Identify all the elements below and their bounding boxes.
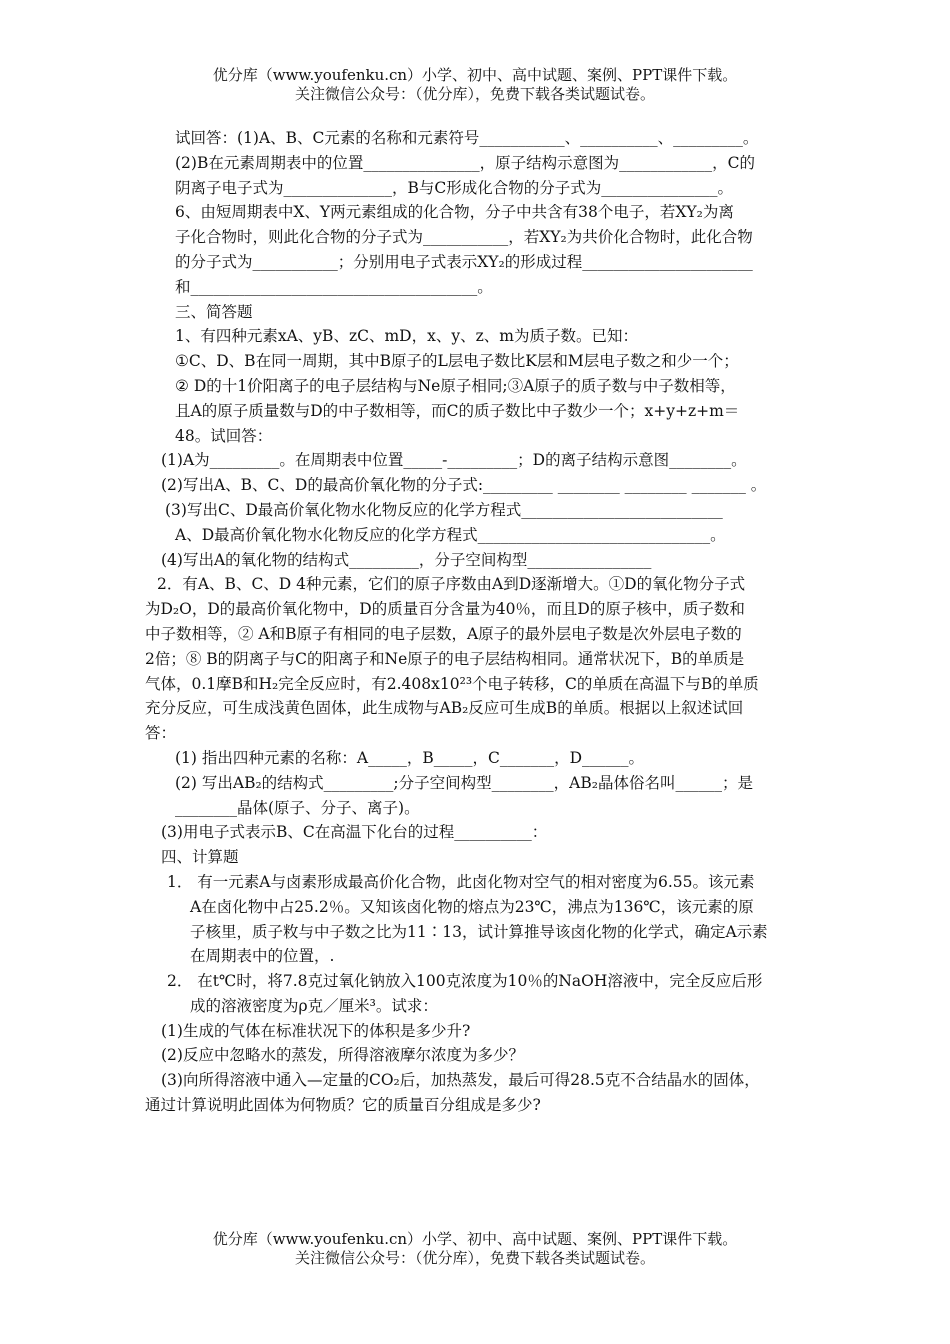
text-line: 1、有四种元素xA、yB、zC、mD，x、y、z、m为质子数。已知： [175,327,638,346]
text-line: A、D最高价氧化物水化物反应的化学方程式______________________________。 [175,525,726,544]
header-line-2: 关注微信公众号：（优分库），免费下载各类试题试卷。 [294,85,655,103]
text-line: 通过计算说明此固体为何物质？它的质量百分组成是多少? [145,1096,541,1115]
text-line: 充分反应，可生成浅黄色固体，此生成物与AB₂反应可生成B的单质。根据以上叙述试回 [145,699,744,718]
text-line: (2)写出A、B、C、D的最高价氧化物的分子式:_________ ________ ________ _______ 。 [161,476,767,495]
document-body [145,126,815,1118]
text-line: 子化合物时，则此化合物的分子式为___________，若XY₂为共价化合物时，此化合物 [175,228,753,247]
text-line: ①C、D、B在同一周期，其中B原子的L层电子数比K层和M层电子数之和少一个； [175,352,739,371]
text-line: 答： [145,724,177,743]
footer-line-2: 关注微信公众号：（优分库），免费下载各类试题试卷。 [294,1249,655,1267]
text-line: (1)A为_________。在周期表中位置_____-_________；D的离子结构示意图________。 [161,451,747,470]
text-line: A在卤化物中占25.2％。又知该卤化物的熔点为23℃，沸点为136℃，该元素的原 [190,897,754,916]
text-line: 且A的原子质量数与D的中子数相等，而C的质子数比中子数少一个；x+y+z+m＝ [175,401,740,420]
text-line: (2) 写出AB₂的结构式_________;分子空间构型________，AB₂晶体俗名叫______；是 [175,773,753,792]
text-line: 2倍；⑧ B的阴离子与C的阳离子和Ne原子的电子层结构相同。通常状况下，B的单质是 [145,649,745,668]
page-header [0,66,950,104]
text-line: (3)用电子式表示B、C在高温下化台的过程__________： [161,823,548,842]
text-line: 为D₂O，D的最高价氧化物中，D的质量百分含量为40％，而且D的原子核中，质子数和 [145,600,745,619]
text-line: 1． 有一元素A与卤素形成最高价化合物，此卤化物对空气的相对密度为6.55。该元素 [167,872,755,891]
text-line: (1) 指出四种元素的名称：A_____，B_____，C_______，D______。 [175,748,645,767]
text-line: (3)写出C、D最高价氧化物水化物反应的化学方程式__________________________ [165,500,723,519]
text-line: 48。试回答： [175,426,273,445]
text-line: 6、由短周期表中X、Y两元素组成的化合物，分子中共含有38个电子，若XY₂为离 [175,203,734,222]
text-line: (3)向所得溶液中通入—定量的CO₂后，加热蒸发，最后可得28.5克不合结晶水的固体， [161,1071,760,1090]
text-line: 成的溶液密度为ρ克／厘米³。试求： [190,996,438,1015]
text-line: 和_____________________________________。 [175,277,493,296]
text-line: 子核里，质子敉与中子数之比为11∶13，试计算推导该卤化物的化学式，确定A示素 [190,922,768,941]
text-line: ② D的十1价阳离子的电子层结构与Ne原子相同;③A原子的质子数与中子数相等， [175,376,736,395]
text-line: (2)反应中忽略水的蒸发，所得溶液摩尔浓度为多少？ [161,1046,524,1065]
text-line: 的分子式为___________；分别用电子式表示XY₂的形成过程______________________ [175,252,753,271]
header-line-1: 优分库（www.youfenku.cn）小学、初中、高中试题、案例、PPT课件下载。 [212,66,738,84]
section-heading: 三、简答题 [175,302,253,321]
text-line: (2)B在元素周期表中的位置_______________，原子结构示意图为____________，C的 [175,153,755,172]
page-footer [0,1230,950,1268]
text-line: (4)写出A的氧化物的结构式_________，分子空间构型________________ [161,550,652,569]
text-line: 2．有A、B、C、D 4种元素，它们的原子序数由A到D逐渐增大。①D的氧化物分子式 [157,575,746,594]
text-line: 试回答：(1)A、B、C元素的名称和元素符号___________、__________、_________。 [175,129,759,147]
footer-line-1: 优分库（www.youfenku.cn）小学、初中、高中试题、案例、PPT课件下载。 [212,1230,738,1248]
text-line: 中子数相等，② A和B原子有相同的电子层数，A原子的最外层电子数是次外层电子数的 [145,624,742,643]
text-line: 气体，0.1摩B和H₂完全反应时，有2.408x10²³个电子转移，C的单质在高温下与B的单质 [145,674,759,693]
text-line: 阴离子电子式为______________，B与C形成化合物的分子式为_______________。 [175,178,734,197]
text-line: ________晶体(原子、分子、离子)。 [175,798,420,817]
text-line: 在周期表中的位置，. [190,947,335,966]
text-line: 2． 在t℃时，将7.8克过氧化钠放入100克浓度为10％的NaOH溶液中，完全反应后形 [167,972,763,991]
text-line: (1)生成的气体在标准状况下的体积是多少升? [161,1021,471,1040]
section-heading: 四、计算题 [161,848,239,867]
